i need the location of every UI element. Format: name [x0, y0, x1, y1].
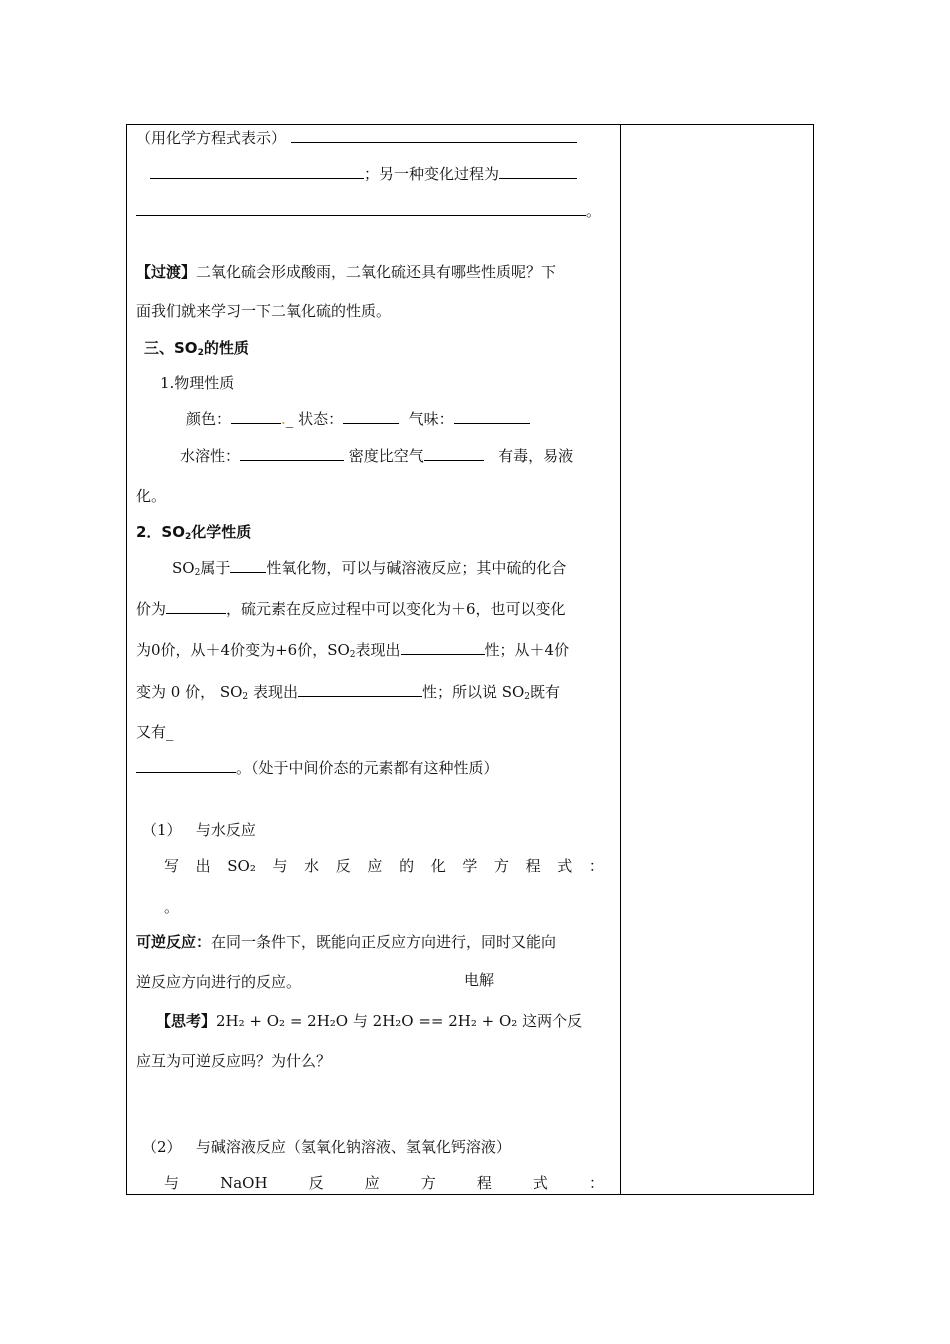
answer-blank[interactable]	[291, 128, 577, 143]
color-blank[interactable]	[231, 409, 281, 424]
water-equation-prompt: 写 出 SO₂ 与 水 反 应 的 化 学 方 程 式 ：	[164, 857, 604, 875]
smell-blank[interactable]	[454, 409, 530, 424]
water-heading: （1） 与水反应	[142, 821, 256, 839]
answer-blank[interactable]	[136, 758, 236, 773]
answer-blank[interactable]	[166, 599, 226, 614]
electrolysis-label: 电解	[464, 971, 495, 989]
chemical-para-1: $SO_2$属于 性氧化物，可以与碱溶液反应；其中硫的化合	[172, 559, 567, 578]
chemical-para-6: 。（处于中间价态的元素都有这种性质）	[136, 758, 499, 778]
column-divider	[620, 124, 621, 1195]
solubility-blank[interactable]	[240, 446, 344, 461]
physical-row-2: 水溶性： 密度比空气 有毒，易液	[180, 447, 574, 465]
fill-separator: ；另一种变化过程为	[364, 165, 500, 183]
answer-blank[interactable]	[230, 558, 266, 573]
reversible-para-1: 可逆反应：在同一条件下，既能向正反应方向进行，同时又能向	[136, 933, 557, 951]
answer-blank[interactable]	[499, 164, 577, 179]
fill-line-3: 。	[136, 201, 601, 221]
answer-blank[interactable]	[298, 682, 422, 697]
density-blank[interactable]	[424, 446, 484, 461]
answer-blank[interactable]	[401, 640, 485, 655]
answer-blank[interactable]	[136, 201, 586, 216]
think-para-1	[156, 1011, 582, 1031]
think-para-2: 应互为可逆反应吗？为什么？	[136, 1052, 332, 1070]
base-heading: （2） 与碱溶液反应（氢氧化钠溶液、氢氧化钙溶液）	[142, 1138, 511, 1156]
physical-row-3: 化。	[136, 487, 167, 505]
base-equation-prompt: 与 NaOH 反 应 方 程 式 ：	[164, 1174, 604, 1192]
think-equation: 2H₂ + O₂ = 2H₂O 与 2H₂O == 2H₂ + O₂ 这两个反	[216, 1012, 583, 1030]
state-blank[interactable]	[343, 409, 399, 424]
physical-title: 1.物理性质	[160, 374, 235, 392]
chemical-para-3: 为0价，从＋4价变为+6价，$SO_2$表现出 性；从＋4价	[136, 641, 570, 660]
reversible-label: 可逆反应：	[136, 933, 212, 951]
chemical-para-5: 又有_	[136, 723, 174, 741]
section-title: 三、$SO_2$的性质	[144, 339, 249, 358]
water-dot: 。	[164, 898, 180, 916]
answer-blank[interactable]	[150, 164, 364, 179]
fill-line-1	[136, 128, 577, 148]
chemical-para-4: 变为 0 价， $SO_2$ 表现出 性；所以说 $SO_2$既有	[136, 683, 561, 702]
chemical-title: 2．$SO_2$化学性质	[136, 523, 252, 542]
transition-para-2: 面我们就来学习一下二氧化硫的性质。	[136, 302, 392, 320]
fill-line-2	[150, 164, 577, 184]
chemical-para-2: 价为 ，硫元素在反应过程中可以变化为＋6，也可以变化	[136, 600, 566, 618]
fill-prefix: （用化学方程式表示）	[136, 129, 287, 147]
transition-para-1: 【过渡】二氧化硫会形成酸雨，二氧化硫还具有哪些性质呢？下	[136, 263, 557, 281]
physical-row-1: 颜色： ._ 状态： 气味：	[186, 409, 530, 429]
reversible-para-2: 逆反应方向进行的反应。	[136, 973, 302, 991]
think-label: 【思考】	[156, 1012, 217, 1030]
transition-label: 【过渡】	[136, 263, 197, 281]
